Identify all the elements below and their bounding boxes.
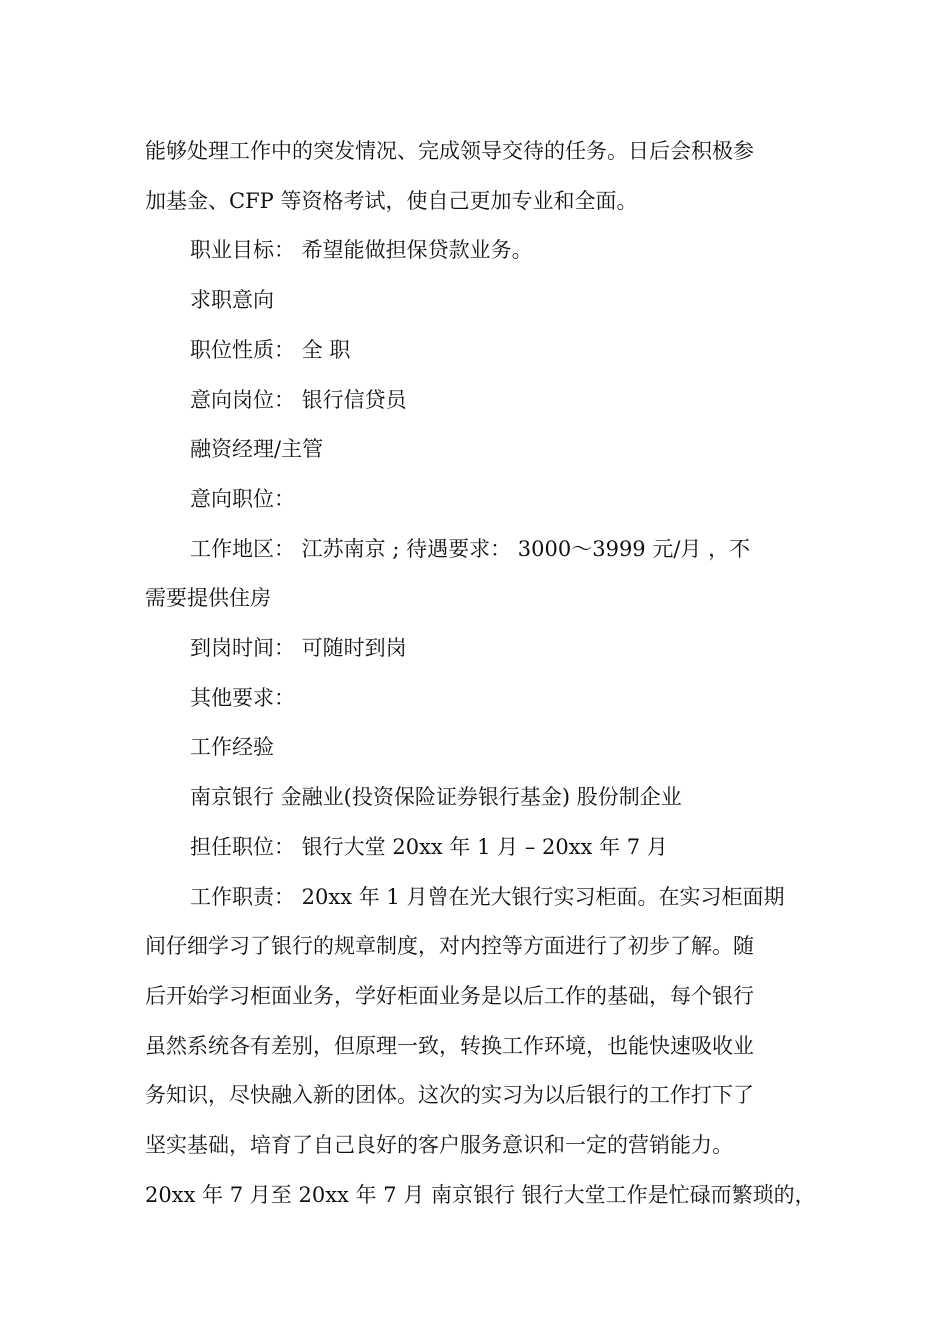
text-line: 加基金、CFP 等资格考试，使自己更加专业和全面。 [145, 188, 638, 213]
text-line: 虽然系统各有差别，但原理一致，转换工作环境，也能快速吸收业 [145, 1033, 754, 1058]
desired-post-line: 意向岗位： 银行信贷员 [190, 387, 407, 412]
text-line: 间仔细学习了银行的规章制度，对内控等方面进行了初步了解。随 [145, 934, 754, 959]
text-line: 坚实基础，培育了自己良好的客户服务意识和一定的营销能力。 [145, 1133, 733, 1158]
position-held-line: 担任职位： 银行大堂 20xx 年 1 月 – 20xx 年 7 月 [190, 834, 668, 859]
text-line: 能够处理工作中的突发情况、完成领导交待的任务。日后会积极参 [145, 139, 754, 163]
text-line: 后开始学习柜面业务，学好柜面业务是以后工作的基础，每个银行 [145, 983, 754, 1008]
section-heading-job-intention: 求职意向 [190, 288, 274, 313]
other-requirements-line: 其他要求： [190, 685, 295, 710]
job-type-line: 职位性质： 全 职 [190, 337, 351, 362]
start-time-line: 到岗时间： 可随时到岗 [190, 636, 407, 661]
section-heading-work-experience: 工作经验 [190, 735, 274, 760]
desired-post-line-2: 融资经理/主管 [190, 437, 324, 462]
document-body [145, 127, 815, 1220]
text-line: 20xx 年 7 月至 20xx 年 7 月 南京银行 银行大堂工作是忙碌而繁琐的， [145, 1182, 816, 1207]
career-goal-line: 职业目标： 希望能做担保贷款业务。 [190, 238, 533, 263]
employer-line: 南京银行 金融业(投资保险证券银行基金) 股份制企业 [190, 785, 682, 810]
duties-line: 工作职责： 20xx 年 1 月曾在光大银行实习柜面。在实习柜面期 [190, 884, 785, 909]
desired-position-line: 意向职位： [190, 486, 295, 511]
text-line: 务知识，尽快融入新的团体。这次的实习为以后银行的工作打下了 [145, 1083, 754, 1108]
text-line: 需要提供住房 [145, 586, 271, 611]
work-area-salary-line: 工作地区： 江苏南京 ; 待遇要求： 3000～3999 元/月 ，不 [190, 536, 751, 561]
